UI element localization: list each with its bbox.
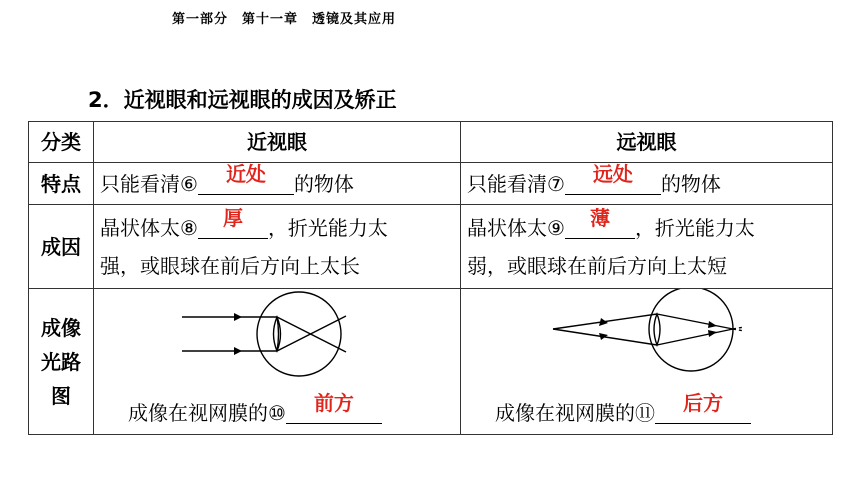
answer-9: 薄 — [589, 205, 610, 230]
myopia-caption — [128, 391, 382, 427]
myopia-feature-suffix: 的物体 — [293, 171, 354, 196]
hyperopia-cause-line1 — [467, 205, 832, 247]
answer-blank-8 — [198, 205, 268, 239]
myopia-cause-line1 — [100, 205, 460, 247]
answer-10: 前方 — [313, 391, 354, 415]
hyperopia-header: 远视眼 — [461, 122, 833, 163]
hyperopia-cause-text: 晶状体太⑨ — [467, 215, 565, 240]
answer-blank-6 — [198, 161, 294, 195]
diagram-label-line3: 图 — [51, 383, 71, 408]
hyperopia-feature-text: 只能看清⑦ — [467, 171, 565, 196]
myopia-header: 近视眼 — [94, 122, 461, 163]
hyperopia-caption-text: 成像在视网膜的⑪ — [495, 401, 655, 425]
section-title: 2．近视眼和远视眼的成因及矫正 — [88, 88, 397, 112]
hyperopia-cause-line2: 弱，或眼球在前后方向上太短 — [467, 253, 727, 278]
answer-blank-9 — [565, 205, 635, 239]
hyperopia-feature-suffix: 的物体 — [660, 171, 721, 196]
cause-label: 成因 — [29, 205, 94, 289]
answer-blank-10 — [286, 391, 382, 424]
feature-label: 特点 — [29, 163, 94, 205]
feature-row — [29, 163, 833, 205]
diagram-row — [29, 289, 833, 435]
myopia-cause-suffix: ，折光能力太 — [267, 215, 388, 240]
cause-row — [29, 205, 833, 289]
table-header-row — [29, 122, 833, 163]
diagram-label — [29, 289, 94, 435]
myopia-feature-text: 只能看清⑥ — [100, 171, 198, 196]
myopia-cause-text: 晶状体太⑧ — [100, 215, 198, 240]
hyperopia-feature-cell — [461, 163, 833, 205]
myopia-cause-cell — [94, 205, 461, 289]
myopia-lens — [274, 317, 281, 351]
answer-blank-7 — [565, 161, 661, 195]
hyperopia-lens — [654, 314, 660, 345]
answer-11: 后方 — [683, 391, 723, 415]
answer-8: 厚 — [222, 205, 243, 230]
myopia-eyeball — [257, 292, 341, 376]
answer-7: 远处 — [592, 161, 633, 186]
diagram-label-line1: 成像 — [41, 315, 81, 340]
hyperopia-diagram-cell — [461, 289, 833, 435]
myopia-cause-line2: 强，或眼球在前后方向上太长 — [100, 253, 360, 278]
answer-6: 近处 — [225, 161, 266, 186]
myopia-feature-cell — [94, 163, 461, 205]
hyperopia-caption — [495, 391, 751, 427]
eye-comparison-table — [28, 121, 833, 435]
chapter-header: 第一部分 第十一章 透镜及其应用 — [172, 12, 397, 27]
category-header: 分类 — [29, 122, 94, 163]
myopia-diagram-cell — [94, 289, 461, 435]
hyperopia-cause-cell — [461, 205, 833, 289]
myopia-caption-text: 成像在视网膜的⑩ — [128, 401, 286, 425]
hyperopia-cause-suffix: ，折光能力太 — [634, 215, 755, 240]
answer-blank-11 — [655, 391, 751, 424]
hyperopia-eyeball — [649, 289, 733, 371]
diagram-label-line2: 光路 — [41, 349, 81, 374]
